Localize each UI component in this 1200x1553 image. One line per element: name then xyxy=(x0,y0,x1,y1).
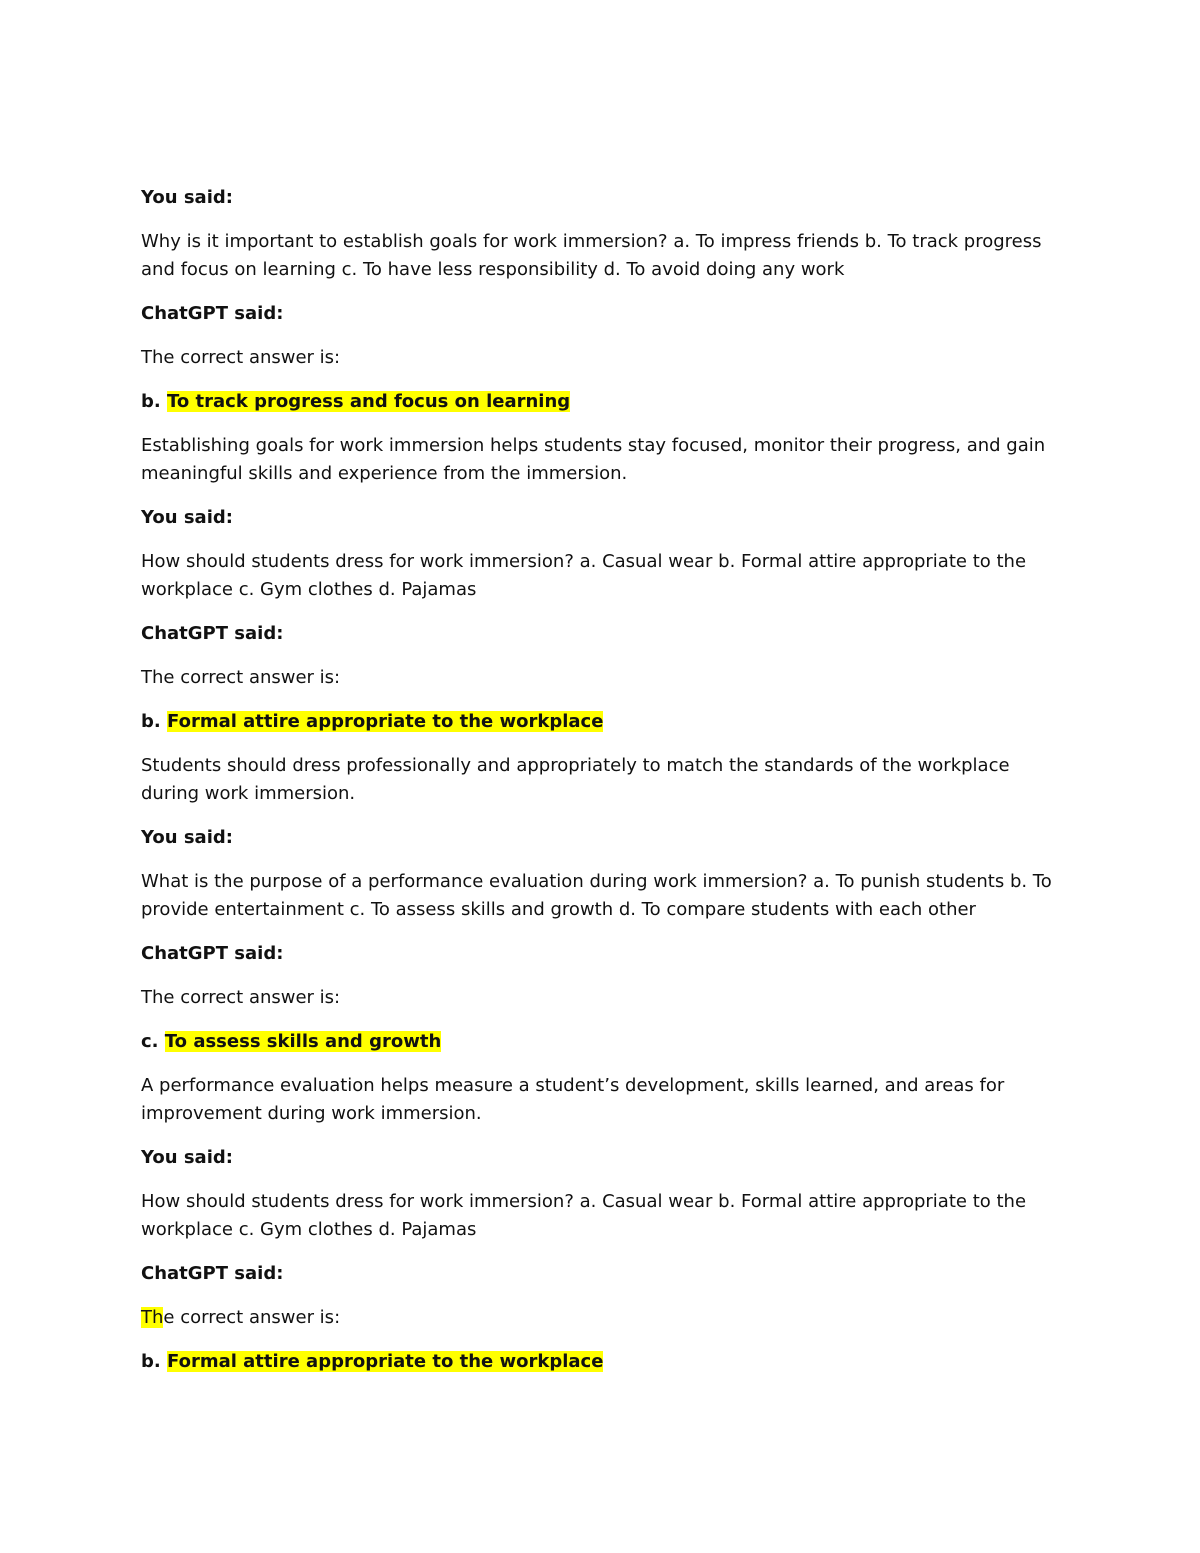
highlighted-answer: To track progress and focus on learning xyxy=(167,391,571,412)
answer-intro: The correct answer is: xyxy=(141,667,341,688)
highlighted-cursor-text: Th xyxy=(141,1307,164,1328)
answer-explanation: Students should dress professionally and appropriately to match the standards of the workplace during work immersion. xyxy=(141,755,1010,804)
answer-letter: c. xyxy=(141,1031,159,1052)
assistant-label: ChatGPT said: xyxy=(141,623,284,644)
answer-letter: b. xyxy=(141,711,161,732)
user-question: Why is it important to establish goals for work immersion? a. To impress friends b. To track progress and focus on learning c. To have less responsibility d. To avoid doing any work xyxy=(141,231,1042,280)
answer-intro: The correct answer is: xyxy=(141,347,341,368)
user-question: How should students dress for work immersion? a. Casual wear b. Formal attire appropriate to the workplace c. Gym clothes d. Pajamas xyxy=(141,551,1027,600)
answer-letter: b. xyxy=(141,391,161,412)
answer-intro: The correct answer is: xyxy=(141,987,341,1008)
answer-intro xyxy=(141,1304,1061,1332)
user-label: You said: xyxy=(141,187,233,208)
answer-line xyxy=(141,1028,1061,1056)
user-question: How should students dress for work immersion? a. Casual wear b. Formal attire appropriate to the workplace c. Gym clothes d. Pajamas xyxy=(141,1191,1027,1240)
answer-line xyxy=(141,388,1061,416)
user-label: You said: xyxy=(141,827,233,848)
assistant-label: ChatGPT said: xyxy=(141,943,284,964)
answer-line xyxy=(141,708,1061,736)
assistant-label: ChatGPT said: xyxy=(141,303,284,324)
answer-explanation: A performance evaluation helps measure a student’s development, skills learned, and areas for improvement during work immersion. xyxy=(141,1075,1005,1124)
answer-line xyxy=(141,1348,1061,1376)
user-question: What is the purpose of a performance evaluation during work immersion? a. To punish students b. To provide entertainment c. To assess skills and growth d. To compare students with each other xyxy=(141,871,1052,920)
assistant-label: ChatGPT said: xyxy=(141,1263,284,1284)
answer-letter: b. xyxy=(141,1351,161,1372)
answer-intro-rest: e correct answer is: xyxy=(163,1307,341,1328)
user-label: You said: xyxy=(141,507,233,528)
answer-explanation: Establishing goals for work immersion helps students stay focused, monitor their progress, and gain meaningful skills and experience from the immersion. xyxy=(141,435,1046,484)
highlighted-answer: To assess skills and growth xyxy=(164,1031,442,1052)
user-label: You said: xyxy=(141,1147,233,1168)
document-page xyxy=(141,184,1061,1392)
highlighted-answer: Formal attire appropriate to the workplace xyxy=(167,711,604,732)
highlighted-answer: Formal attire appropriate to the workplace xyxy=(167,1351,604,1372)
